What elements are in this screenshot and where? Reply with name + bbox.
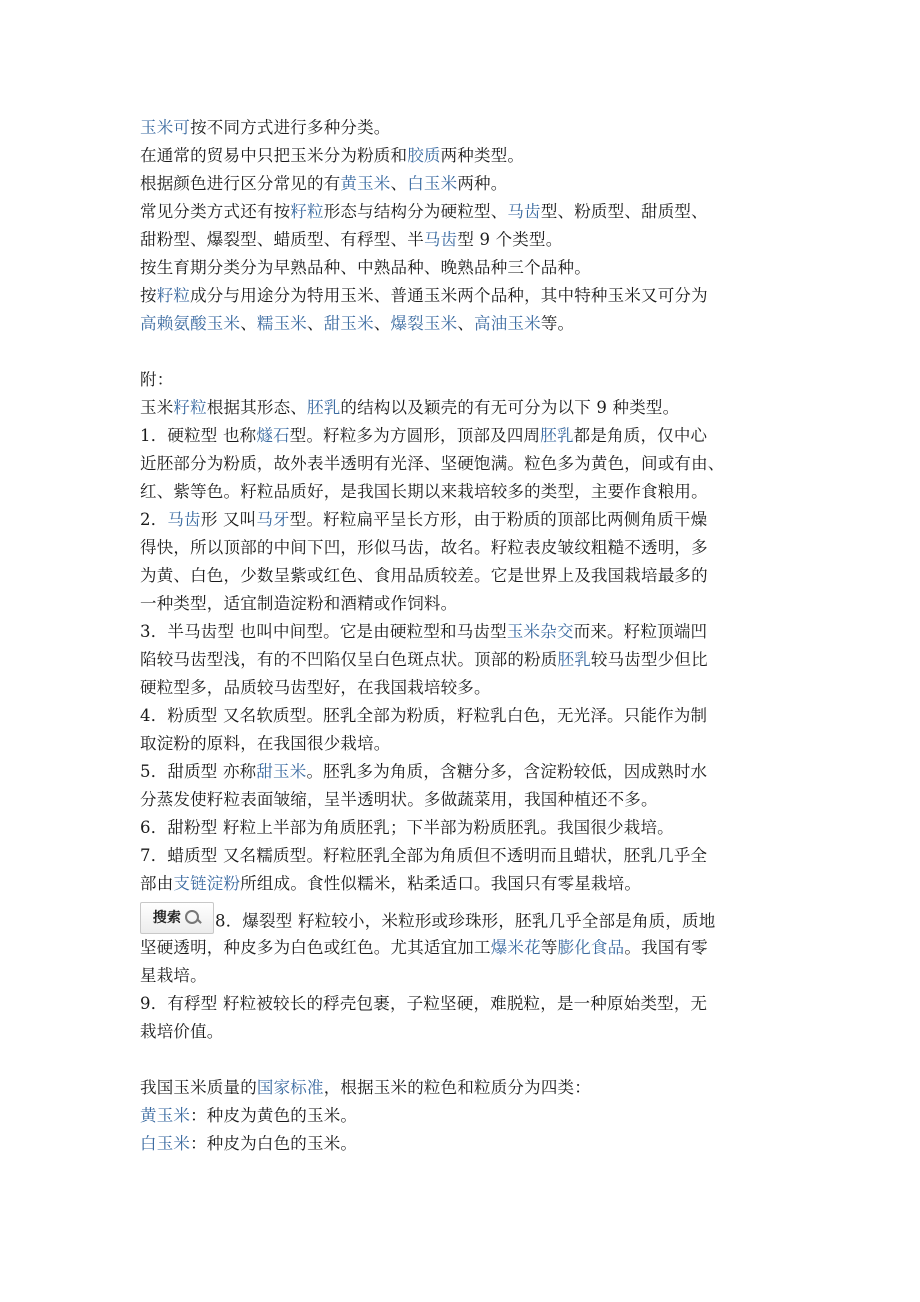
spacer	[140, 1046, 790, 1074]
link-tianyumi[interactable]: 甜玉米	[323, 314, 374, 333]
link-peiru[interactable]: 胚乳	[307, 398, 341, 417]
paragraph-line: 按籽粒成分与用途分为特用玉米、普通玉米两个品种，其中特种玉米又可分为	[140, 286, 708, 305]
link-penghua-shipin[interactable]: 膨化食品	[557, 938, 625, 957]
type-8-line: 坚硬透明，种皮多为白色或红色。尤其适宜加工爆米花等膨化食品。我国有零	[140, 938, 708, 957]
link-gaolaiansuan-yumi[interactable]: 高赖氨酸玉米	[140, 314, 241, 333]
type-8-line: 星栽培。	[140, 966, 207, 985]
search-button-label: 搜索	[152, 910, 182, 926]
type-3-line: 陷较马齿型浅，有的不凹陷仅呈白色斑点状。顶部的粉质胚乳较马齿型少但比	[140, 650, 708, 669]
link-baolie-yumi[interactable]: 爆裂玉米	[390, 314, 458, 333]
type-4-line: 取淀粉的原料，在我国很少栽培。	[140, 734, 391, 753]
type-1-line: 红、紫等色。籽粒品质好，是我国长期以来栽培较多的类型，主要作食粮用。	[140, 482, 708, 501]
link-machi[interactable]: 马齿	[423, 230, 458, 249]
type-2-line: 一种类型，适宜制造淀粉和酒精或作饲料。	[140, 594, 458, 613]
link-baiyumi[interactable]: 白玉米	[407, 174, 458, 193]
link-gaoyou-yumi[interactable]: 高油玉米	[474, 314, 541, 333]
link-zili[interactable]: 籽粒	[290, 202, 324, 221]
link-peiru[interactable]: 胚乳	[557, 650, 591, 669]
spacer	[140, 338, 790, 366]
appendix-heading: 附：	[140, 370, 174, 389]
link-huangyumi[interactable]: 黄玉米	[340, 174, 391, 193]
link-guojia-biaozhun[interactable]: 国家标准	[256, 1078, 324, 1097]
link-baiyumi[interactable]: 白玉米	[140, 1134, 191, 1153]
paragraph-line: 玉米籽粒根据其形态、胚乳的结构以及颖壳的有无可分为以下 9 种类型。	[140, 398, 680, 417]
link-baomihua[interactable]: 爆米花	[490, 938, 541, 957]
link-maya[interactable]: 马牙	[256, 510, 290, 529]
link-huangyumi[interactable]: 黄玉米	[140, 1106, 191, 1125]
paragraph-line: 按生育期分类分为早熟品种、中熟品种、晚熟品种三个品种。	[140, 258, 591, 277]
type-1-line: 1．硬粒型 也称燧石型。籽粒多为方圆形，顶部及四周胚乳都是角质，仅中心	[140, 426, 708, 445]
link-tianyumi[interactable]: 甜玉米	[256, 762, 307, 781]
type-3-line: 3．半马齿型 也叫中间型。它是由硬粒型和马齿型玉米杂交而来。籽粒顶端凹	[140, 622, 708, 641]
type-2-line: 得快，所以顶部的中间下凹，形似马齿，故名。籽粒表皮皱纹粗糙不透明，多	[140, 538, 708, 557]
type-2-line: 为黄、白色，少数呈紫或红色、食用品质较差。它是世界上及我国栽培最多的	[140, 566, 708, 585]
type-7-line: 7．蜡质型 又名糯质型。籽粒胚乳全部为角质但不透明而且蜡状，胚乳几乎全	[140, 846, 708, 865]
paragraph-line: 在通常的贸易中只把玉米分为粉质和胶质两种类型。	[140, 146, 525, 165]
link-jiaozhi[interactable]: 胶质	[407, 146, 441, 165]
document-body	[140, 114, 790, 1158]
search-icon	[185, 910, 201, 926]
paragraph-line: 根据颜色进行区分常见的有黄玉米、白玉米两种。	[140, 174, 508, 193]
paragraph-line: 白玉米：种皮为白色的玉米。	[140, 1134, 358, 1153]
paragraph-line: 高赖氨酸玉米、糯玉米、甜玉米、爆裂玉米、高油玉米等。	[140, 314, 575, 333]
type-3-line: 硬粒型多，品质较马齿型好，在我国栽培较多。	[140, 678, 491, 697]
type-7-line: 部由支链淀粉所组成。食性似糯米，粘柔适口。我国只有零星栽培。	[140, 874, 642, 893]
type-4-line: 4．粉质型 又名软质型。胚乳全部为粉质，籽粒乳白色，无光泽。只能作为制	[140, 706, 708, 725]
link-zili[interactable]: 籽粒	[173, 398, 207, 417]
link-peiru[interactable]: 胚乳	[540, 426, 574, 445]
type-2-line: 2．马齿形 又叫马牙型。籽粒扁平呈长方形，由于粉质的顶部比两侧角质干燥	[140, 510, 708, 529]
paragraph-line: 玉米可按不同方式进行多种分类。	[140, 118, 391, 137]
search-button[interactable]	[140, 902, 214, 934]
type-9-line: 9．有稃型 籽粒被较长的稃壳包裹，子粒坚硬，难脱粒，是一种原始类型，无	[140, 994, 708, 1013]
type-5-line: 5．甜质型 亦称甜玉米。胚乳多为角质，含糖分多，含淀粉较低，因成熟时水	[140, 762, 708, 781]
link-zhilian-dianfen[interactable]: 支链淀粉	[173, 874, 241, 893]
link-yumi-ke[interactable]: 玉米可	[140, 118, 191, 137]
paragraph-line: 我国玉米质量的国家标准，根据玉米的粒色和粒质分为四类：	[140, 1078, 591, 1097]
type-5-line: 分蒸发使籽粒表面皱缩，呈半透明状。多做蔬菜用，我国种植还不多。	[140, 790, 658, 809]
type-8-line: 搜索 8．爆裂型 籽粒较小，米粒形或珍珠形，胚乳几乎全部是角质，质地	[140, 906, 790, 934]
link-machi[interactable]: 马齿	[167, 510, 201, 529]
type-1-line: 近胚部分为粉质，故外表半透明有光泽、坚硬饱满。粒色多为黄色，间或有由、	[140, 454, 725, 473]
link-yumi-zajiao[interactable]: 玉米杂交	[506, 622, 574, 641]
type-9-line: 栽培价值。	[140, 1022, 224, 1041]
link-machi[interactable]: 马齿	[507, 202, 541, 221]
link-nuoyumi[interactable]: 糯玉米	[256, 314, 308, 333]
link-suishi[interactable]: 燧石	[256, 426, 290, 445]
type-6-line: 6．甜粉型 籽粒上半部为角质胚乳；下半部为粉质胚乳。我国很少栽培。	[140, 818, 674, 837]
paragraph-line: 黄玉米：种皮为黄色的玉米。	[140, 1106, 358, 1125]
paragraph-line: 甜粉型、爆裂型、蜡质型、有稃型、半马齿型 9 个类型。	[140, 230, 563, 249]
link-zili[interactable]: 籽粒	[156, 286, 191, 305]
paragraph-line: 常见分类方式还有按籽粒形态与结构分为硬粒型、马齿型、粉质型、甜质型、	[140, 202, 708, 221]
